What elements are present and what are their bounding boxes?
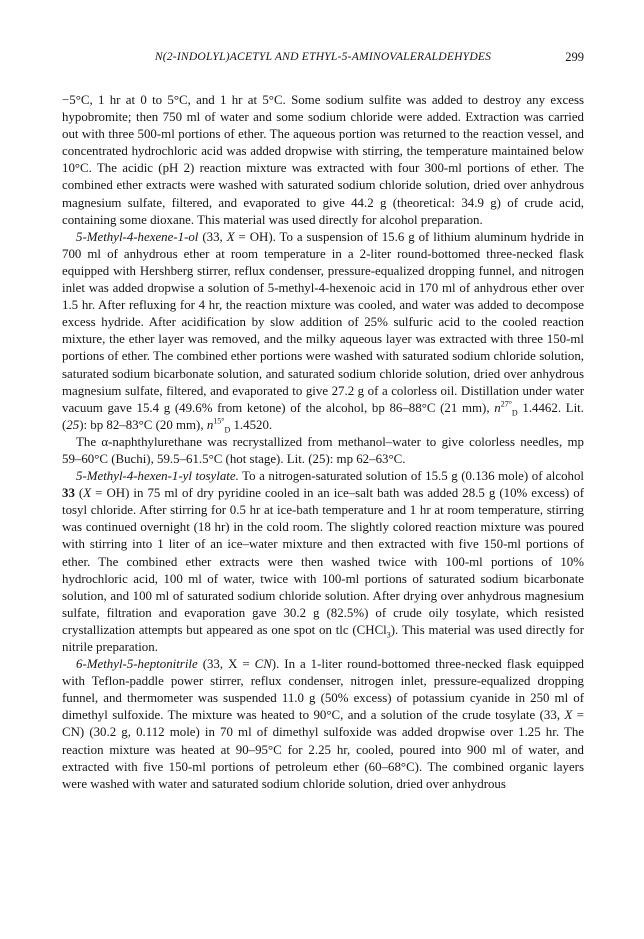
page-number: 299 [565,50,584,64]
section-heading-heptonitrile: 6-Methyl-5-heptonitrile [76,657,198,672]
paragraph-continuation: −5°C, 1 hr at 0 to 5°C, and 1 hr at 5°C. Some sodium sulfite was added to destroy any excess hypobromite; then 750 ml of water and some sodium chloride were added. Extraction was carried out with three 500-ml portions of ether. The aqueous portion was returned to the reaction vessel, and concentrated hydrochloric acid was added dropwise with stirring, the temperature maintained below 10°C. The acidic (pH 2) reaction mixture was extracted with four 300-ml portions of ether. The combined ether extracts were washed with saturated sodium chloride solution, dried over anhydrous magnesium sulfate, filtered, and evaporated to give 44.2 g (theoretical: 34.9 g) of crude acid, containing some dioxane. This material was used directly for alcohol preparation. [62,93,584,227]
page-header [62,50,584,70]
body-text [62,92,584,793]
paragraph-methylhexenol: 5-Methyl-4-hexene-1-ol (33, X = OH). To a suspension of 15.6 g of lithium aluminum hydride in 700 ml of anhydrous ether at room temperature in a 2-liter round-bottomed three-necked flask equipped with Hershberg stirrer, reflux condenser, pressure-equalized dropping funnel, and nitrogen inlet was added dropwise a solution of 5-methyl-4-hexenoic acid in 170 ml of anhydrous ether over 1.5 hr. After refluxing for 4 hr, the reaction mixture was cooled, and water was added to decompose excess hydride. After acidification by slow addition of 25% sulfuric acid to the cooled reaction mixture, the ether layer was removed, and the milky aqueous layer was extracted with three 150-ml portions of ether. The combined ether portions were washed with saturated sodium chloride solution, saturated sodium bicarbonate solution, and saturated sodium chloride solution, dried over anhydrous magnesium sulfate, filtered, and evaporated to give 27.2 g of a colorless oil. Distillation under water vacuum gave 15.4 g (49.6% from ketone) of the alcohol, bp 86–88°C (21 mm), $n^{27^\circ}_D$ 1.4462. Lit. (25): bp 82–83°C (20 mm), $n^{15^\circ}_D$ 1.4520. [62,229,584,435]
section-heading-tosylate: 5-Methyl-4-hexen-1-yl tosylate. [76,469,239,484]
paragraph-naphthylurethane: The α-naphthylurethane was recrystallized from methanol–water to give colorless needles, mp 59–60°C (Buchi), 59.5–61.5°C (hot stage). Lit. (25): mp 62–63°C. [62,434,584,466]
section-heading-methylhexenol: 5-Methyl-4-hexene-1-ol [76,229,199,244]
paragraph-heptonitrile: 6-Methyl-5-heptonitrile (33, X = CN). In a 1-liter round-bottomed three-necked flask equipped with Teflon-paddle power stirrer, reflux condenser, nitrogen inlet, pressure-equalized dropping funnel, and thermometer was suspended 11.0 g (50% excess) of potassium cyanide in 250 ml of dimethyl sulfoxide. The mixture was heated to 90°C, and a solution of the crude tosylate (33, X = CN) (30.2 g, 0.112 mole) in 70 ml of dimethyl sulfoxide was added dropwise over 1.25 hr. The reaction mixture was heated at 90–95°C for 2.25 hr, cooled, poured into 900 ml of water, and extracted with five 150-ml portions of petroleum ether (60–68°C). The combined organic layers were washed with water and saturated sodium chloride solution, dried over anhydrous [62,657,585,791]
paragraph-tosylate: 5-Methyl-4-hexen-1-yl tosylate. To a nitrogen-saturated solution of 15.5 g (0.136 mole) of alcohol 33 (X = OH) in 75 ml of dry pyridine cooled in an ice–salt bath was added 28.5 g (10% excess) of tosyl chloride. After stirring for 0.5 hr at ice-bath temperature and 1 hr at room temperature, stirring was continued overnight (18 hr) in the cold room. The slightly colored reaction mixture was poured with stirring into 1 liter of an ice–water mixture and then extracted with five 150-ml portions of ether. The combined ether extracts were then washed twice with 100-ml portions of 10% hydrochloric acid, 100 ml of water, twice with 100-ml portions of saturated sodium bicarbonate solution, and 100 ml of saturated sodium chloride solution. After drying over anhydrous magnesium sulfate, filtration and evaporation gave 30.2 g (82.5%) of crude oily tosylate, which resisted crystallization attempts but appeared as one spot on tlc (CHCl$_3$). This material was used directly for nitrile preparation. [62,469,585,654]
running-title: N(2-INDOLYL)ACETYL AND ETHYL-5-AMINOVALERALDEHYDES [154,50,492,63]
